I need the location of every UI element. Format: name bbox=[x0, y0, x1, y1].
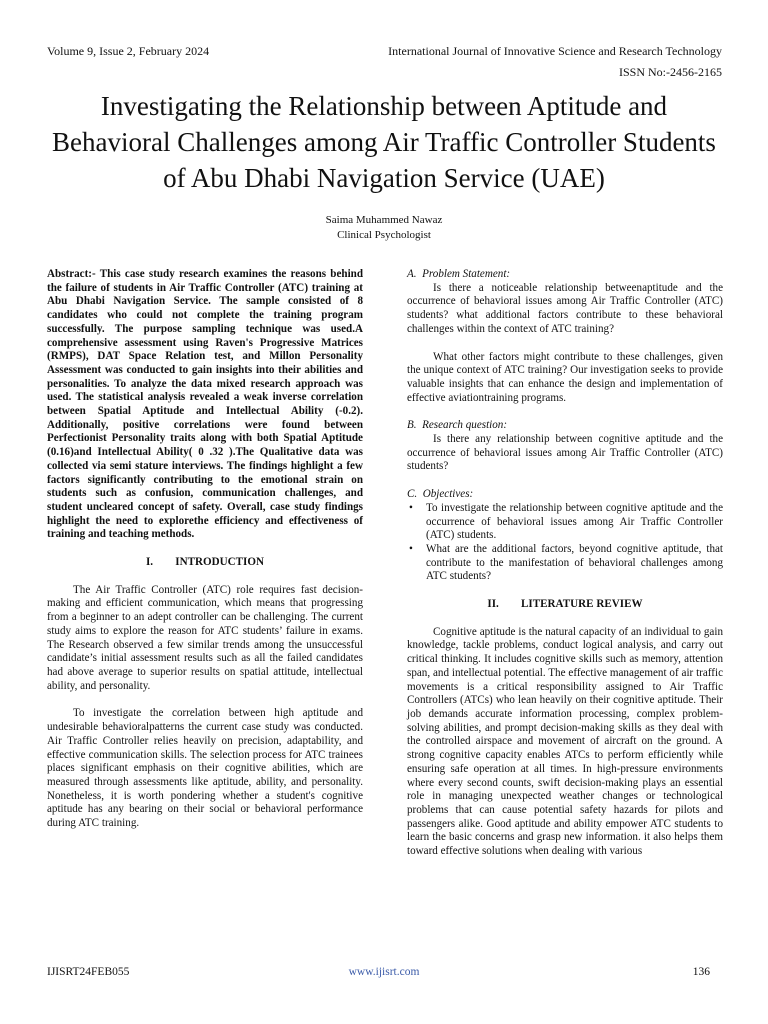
header-issn: ISSN No:-2456-2165 bbox=[618, 65, 722, 79]
author-affiliation: Clinical Psychologist bbox=[337, 229, 431, 241]
footer-page-number: 136 bbox=[692, 966, 710, 978]
list-item: • To investigate the relationship between cognitive aptitude and the occurrence of behavioral issues among Air Traffic Controller (ATC) students. bbox=[426, 502, 723, 543]
header-volume: Volume 9, Issue 2, February 2024 bbox=[47, 44, 210, 58]
problem-paragraph: What other factors might contribute to these challenges, given the unique context of ATC training? Our investigation seeks to provide valuable insights that can enhance the design and implementation of effective aviationtraining programs. bbox=[407, 350, 723, 404]
section-heading-literature: II. LITERATURE REVIEW bbox=[487, 598, 643, 611]
subsection-heading-research: B. Research question: bbox=[407, 419, 508, 432]
problem-paragraph: Is there a noticeable relationship betweenaptitude and the occurrence of behavioral issues among Air Traffic Controller (ATC) students? what additional factors contribute to these behavioral challenges within the context of ATC training? bbox=[407, 281, 723, 335]
author-name: Saima Muhammed Nawaz bbox=[325, 214, 443, 226]
list-item: • What are the additional factors, beyond cognitive aptitude, that contribute to the manifestation of behavioral challenges among ATC students? bbox=[426, 543, 723, 584]
literature-paragraph: Cognitive aptitude is the natural capacity of an individual to gain knowledge, tackle problems, conduct logical analysis, and carry out critical thinking. It includes cognitive skills such as memory, attention span, and intellectual potential. The effective management of air traffic movements is a critical responsibility assigned to Air Traffic Controllers (ATCs) who lean heavily on their cognitive aptitude. Their job demands accurate information processing, complex problem-solving abilities, and prompt decision-making skills as they deal with the controlled airspace and movement of aircraft on the ground. A strong cognitive capacity enables ATCs to perform efficiently while ensuring safe operation at all times. In high-pressure environments where every second counts, swift decision-making plays an essential role in managing unexpected weather changes or technological problems that can cause potential safety hazards for pilots and passengers alike. Good aptitude and ability empower ATC students to learn the basic concerns and grasp new information. it also helps them toward effective solutions when dealing with various bbox=[407, 625, 723, 858]
research-paragraph: Is there any relationship between cognitive aptitude and the occurrence of behavioral issues among Air Traffic Controller (ATC) students? bbox=[407, 433, 723, 473]
abstract: Abstract:- This case study research examines the reasons behind the failure of students in Air Traffic Controller (ATC) training at Abu Dhabi Navigation Service. The sample consisted of 8 candidates who could not complete the training program successfully. The purpose sampling technique was used.A comprehensive assessment using Raven's Progressive Matrices (RMPS), DAT Space Relation test, and Millon Personality Assessment was conducted to gain insights into their abilities and personalities. To analyze the data mixed research approach was used. The statistical analysis revealed a weak inverse correlation between Spatial Aptitude and Intellectual Ability (-0.2). Additionally, positive correlations were found between Perfectionist Personality traits along with both Spatial Aptitude (0.16)and Intellectual Ability( 0 .32 ).The Qualitative data was collected via semi stature interviews. The findings highlight a few factors significantly contributing to the emotional strain on students such as confusion, communication challenges, and student uncleared concept of safety. Overall, case study findings highlight the need to explorethe efficiency and effectiveness of training and teaching methods. bbox=[47, 268, 363, 541]
subsection-heading-objectives: C. Objectives: bbox=[407, 488, 474, 501]
section-heading-introduction: I. INTRODUCTION bbox=[145, 556, 265, 569]
author-block bbox=[0, 213, 768, 243]
objectives-list bbox=[407, 502, 723, 584]
header-journal: International Journal of Innovative Science and Research Technology bbox=[388, 44, 722, 58]
intro-paragraph: To investigate the correlation between high aptitude and undesirable behavioralpatterns the current case study was conducted. Air Traffic Controller relies heavily on precision, adaptability, and effective communication skills. The selection process for ATC trainees places significant emphasis on their cognitive abilities, which are measured through assessments like aptitude, ability, and personality. Nonetheless, it is worth pondering whether a student's cognitive aptitude has any bearing on their social or behavioral performance during ATC training. bbox=[47, 707, 363, 830]
footer-paper-id: IJISRT24FEB055 bbox=[47, 966, 130, 978]
intro-paragraph: The Air Traffic Controller (ATC) role requires fast decision-making and efficient communication, which means that progressing from a beginner to an adept controller can be challenging. The current study aims to explore the reason for ATC students’ failure in exams. The Research observed a few similar trends among the unsuccessful candidate’s initial assessment results such as all the failed candidates had above average to superior results on spatial attitude, intellectual ability, and personality. bbox=[47, 583, 363, 692]
subsection-heading-problem: A. Problem Statement: bbox=[407, 268, 511, 280]
paper-title: Investigating the Relationship between Aptitude and Behavioral Challenges among Air Traffic Controller Students of Abu Dhabi Navigation Service (UAE) bbox=[52, 91, 716, 193]
footer-website-link[interactable]: www.ijisrt.com bbox=[348, 966, 420, 978]
left-column bbox=[47, 268, 363, 831]
right-column bbox=[407, 268, 723, 859]
